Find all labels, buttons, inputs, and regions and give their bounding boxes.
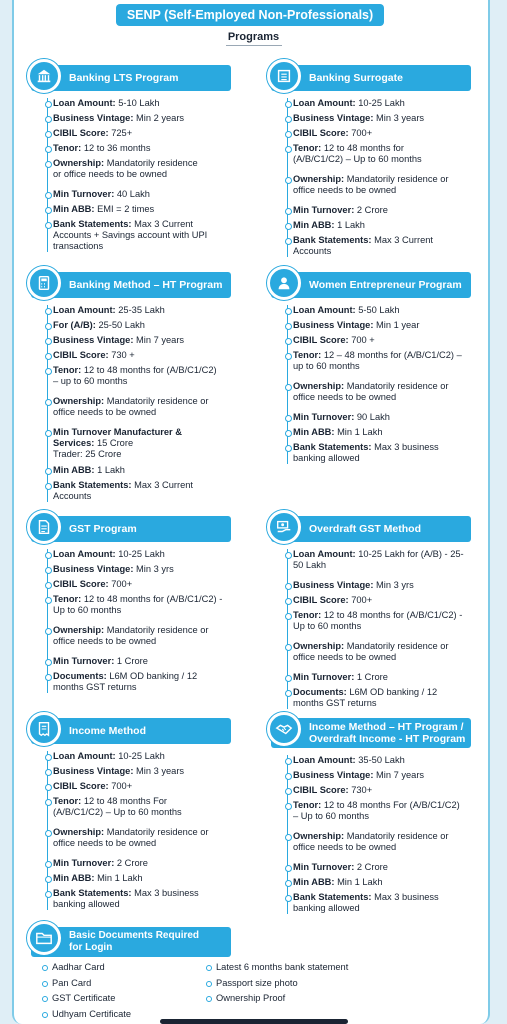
calculator-icon xyxy=(27,266,61,300)
program-detail-item xyxy=(288,672,464,683)
detail-label: Documents: xyxy=(53,671,107,681)
detail-value: Max 3 business banking allowed xyxy=(53,888,199,909)
program-header xyxy=(31,516,231,542)
detail-value: 730+ xyxy=(348,785,373,795)
detail-label: CIBIL Score: xyxy=(53,128,109,138)
folder-icon xyxy=(27,921,61,955)
detail-value: 1 Lakh xyxy=(334,220,365,230)
detail-label: Business Vintage: xyxy=(293,320,374,330)
detail-value: Min 7 years xyxy=(133,335,185,345)
program-detail-item xyxy=(48,335,218,346)
program-detail-item xyxy=(48,396,218,418)
program-title: Overdraft GST Method xyxy=(309,523,422,535)
detail-label: Min ABB: xyxy=(293,427,335,437)
detail-label: Min Turnover: xyxy=(53,656,115,666)
program-detail-item xyxy=(288,143,456,165)
documents-list-left xyxy=(42,960,192,1022)
program-header xyxy=(271,718,471,748)
detail-label: Ownership: xyxy=(53,158,105,168)
detail-value: 12 to 48 months for (A/B/C1/C2) - Up to 60 months xyxy=(293,610,463,631)
detail-value: Min 3 years xyxy=(133,766,185,776)
program-detail-item xyxy=(48,796,218,818)
detail-label: Bank Statements: xyxy=(293,442,372,452)
detail-label: Business Vintage: xyxy=(53,113,134,123)
program-detail-item xyxy=(48,781,218,792)
woman-icon xyxy=(267,266,301,300)
program-detail-item xyxy=(48,305,218,316)
detail-value: 12 to 48 months for (A/B/C1/C2) – up to 60 months xyxy=(53,365,217,386)
document-item: Pan Card xyxy=(42,976,192,992)
detail-value: 2 Crore xyxy=(354,862,388,872)
program-detail-item xyxy=(48,189,208,200)
detail-value: 25-50 Lakh xyxy=(95,320,145,330)
program-details xyxy=(287,755,463,914)
program-detail-item xyxy=(48,128,208,139)
detail-value: 12 to 48 months for (A/B/C1/C2) – Up to 60 months xyxy=(293,143,422,164)
detail-label: Ownership: xyxy=(53,396,105,406)
detail-value: 700+ xyxy=(348,595,373,605)
program-detail-item xyxy=(288,113,456,124)
detail-label: Min ABB: xyxy=(293,220,335,230)
detail-value: 5-10 Lakh xyxy=(115,98,160,108)
program-detail-item xyxy=(48,564,230,575)
program-detail-item xyxy=(288,305,464,316)
detail-label: Business Vintage: xyxy=(293,113,374,123)
document-item: Passport size photo xyxy=(206,976,396,992)
detail-value: 1 Lakh xyxy=(94,465,125,475)
detail-label: Tenor: xyxy=(53,365,82,375)
detail-value: 40 Lakh xyxy=(114,189,150,199)
detail-label: Loan Amount: xyxy=(53,549,116,559)
detail-value: Mandatorily residence or office needs to be owned xyxy=(53,625,209,646)
detail-label: Loan Amount: xyxy=(293,755,356,765)
program-detail-item xyxy=(48,625,230,647)
detail-value: Min 1 Lakh xyxy=(334,877,383,887)
program-header xyxy=(31,272,231,298)
detail-value: 2 Crore xyxy=(114,858,148,868)
detail-value: Mandatorily residence or office needs to be owned xyxy=(53,396,209,417)
documents-header xyxy=(31,927,231,957)
detail-value: 10-25 Lakh xyxy=(355,98,405,108)
detail-value: 15 Crore xyxy=(94,438,134,448)
detail-label: Tenor: xyxy=(293,800,322,810)
program-title: Banking Method – HT Program xyxy=(69,279,223,291)
program-detail-item xyxy=(48,766,218,777)
detail-value: Min 3 years xyxy=(373,113,425,123)
detail-value: 90 Lakh xyxy=(354,412,390,422)
program-detail-item xyxy=(288,610,464,632)
program-detail-item xyxy=(48,656,230,667)
program-detail-item xyxy=(48,158,208,180)
documents-list-right xyxy=(206,960,396,1007)
document-item: Udhyam Certificate xyxy=(42,1007,192,1023)
detail-value: Min 3 yrs xyxy=(373,580,414,590)
money-hand-icon xyxy=(267,510,301,544)
program-detail-item xyxy=(288,580,464,591)
detail-value: 12 – 48 months for (A/B/C1/C2) – up to 60 months xyxy=(293,350,462,371)
detail-label: Bank Statements: xyxy=(53,219,132,229)
detail-value: 12 to 36 months xyxy=(81,143,151,153)
detail-value: Max 3 Current Accounts xyxy=(53,480,194,501)
detail-label: CIBIL Score: xyxy=(293,128,349,138)
detail-label: Bank Statements: xyxy=(293,892,372,902)
detail-label: CIBIL Score: xyxy=(293,335,349,345)
program-detail-item xyxy=(48,873,218,884)
detail-value: Max 3 Current Accounts xyxy=(293,235,434,256)
detail-label: Min ABB: xyxy=(53,204,95,214)
detail-value: 25-35 Lakh xyxy=(115,305,165,315)
detail-label: Bank Statements: xyxy=(53,888,132,898)
detail-label: CIBIL Score: xyxy=(53,781,109,791)
detail-label: Min ABB: xyxy=(53,873,95,883)
detail-value: 1 Crore xyxy=(354,672,388,682)
program-detail-item xyxy=(48,320,218,331)
program-details xyxy=(47,305,217,502)
program-detail-item xyxy=(48,219,208,252)
program-detail-item xyxy=(48,480,218,502)
program-details xyxy=(287,305,463,464)
program-detail-item xyxy=(288,641,464,663)
detail-value: 700+ xyxy=(108,579,133,589)
detail-value: 35-50 Lakh xyxy=(355,755,405,765)
detail-value: 5-50 Lakh xyxy=(355,305,400,315)
detail-label: Loan Amount: xyxy=(53,305,116,315)
detail-label: For (A/B): xyxy=(53,320,96,330)
program-detail-item xyxy=(288,427,464,438)
program-detail-item xyxy=(288,831,464,853)
bank-building-icon xyxy=(267,59,301,93)
program-title: Banking Surrogate xyxy=(309,72,403,84)
detail-label: Business Vintage: xyxy=(53,766,134,776)
program-header xyxy=(271,516,471,542)
program-detail-item xyxy=(288,235,456,257)
detail-label: Business Vintage: xyxy=(53,335,134,345)
detail-label: Min Turnover Manufacturer & Services: xyxy=(53,427,182,448)
handshake-icon xyxy=(267,712,301,746)
detail-label: Min Turnover: xyxy=(293,205,355,215)
detail-label: Ownership: xyxy=(293,831,345,841)
document-item: GST Certificate xyxy=(42,991,192,1007)
documents-title: Basic Documents Required for Login xyxy=(69,930,200,953)
program-detail-item xyxy=(48,204,208,215)
program-detail-item xyxy=(288,892,464,914)
program-details xyxy=(47,98,207,252)
detail-value: 10-25 Lakh xyxy=(115,751,165,761)
program-detail-item xyxy=(48,365,218,387)
detail-label: Ownership: xyxy=(293,381,345,391)
detail-value: Min 2 years xyxy=(133,113,185,123)
detail-value: Min 1 Lakh xyxy=(334,427,383,437)
program-detail-item xyxy=(48,671,230,693)
program-details xyxy=(47,751,217,910)
detail-value: 10-25 Lakh for (A/B) - 25-50 Lakh xyxy=(293,549,464,570)
detail-label: Ownership: xyxy=(53,625,105,635)
detail-value: L6M OD banking / 12 months GST returns xyxy=(293,687,438,708)
detail-label: Ownership: xyxy=(53,827,105,837)
detail-value: 700 + xyxy=(348,335,375,345)
program-detail-item xyxy=(48,579,230,590)
detail-label: Bank Statements: xyxy=(293,235,372,245)
detail-value: 700+ xyxy=(348,128,373,138)
detail-label: Min Turnover: xyxy=(53,858,115,868)
document-item: Latest 6 months bank statement xyxy=(206,960,396,976)
program-detail-item xyxy=(288,549,464,571)
detail-value: Mandatorily residence or office needs to be owned xyxy=(53,158,198,179)
program-detail-item xyxy=(288,381,464,403)
detail-label: Bank Statements: xyxy=(53,480,132,490)
program-detail-item xyxy=(48,98,208,109)
detail-value: Mandatorily residence or office needs to be owned xyxy=(293,381,449,402)
detail-value: 10-25 Lakh xyxy=(115,549,165,559)
program-detail-item xyxy=(288,785,464,796)
program-detail-item xyxy=(288,770,464,781)
detail-label: Min Turnover: xyxy=(293,672,355,682)
detail-value: Max 3 Current Accounts + Savings account with UPI transactions xyxy=(53,219,208,251)
program-detail-item xyxy=(48,751,218,762)
detail-label: Loan Amount: xyxy=(293,98,356,108)
detail-value: 730 + xyxy=(108,350,135,360)
detail-label: Min Turnover: xyxy=(293,862,355,872)
detail-label: Loan Amount: xyxy=(53,98,116,108)
detail-label: CIBIL Score: xyxy=(53,579,109,589)
program-detail-item xyxy=(48,888,218,910)
detail-label: Business Vintage: xyxy=(293,770,374,780)
detail-label: Ownership: xyxy=(293,641,345,651)
detail-label: Tenor: xyxy=(293,350,322,360)
document-item: Ownership Proof xyxy=(206,991,396,1007)
bank-icon xyxy=(27,59,61,93)
detail-label: Business Vintage: xyxy=(293,580,374,590)
document-item: Aadhar Card xyxy=(42,960,192,976)
detail-value: 700+ xyxy=(108,781,133,791)
detail-value: Min 7 years xyxy=(373,770,425,780)
page-subtitle: Programs xyxy=(227,31,280,43)
program-details xyxy=(287,549,463,709)
program-header xyxy=(271,272,471,298)
detail-value: 12 to 48 months for (A/B/C1/C2) - Up to 60 months xyxy=(53,594,223,615)
detail-value: 725+ xyxy=(108,128,133,138)
detail-label: Min Turnover: xyxy=(293,412,355,422)
detail-label: Tenor: xyxy=(293,143,322,153)
detail-label: Documents: xyxy=(293,687,347,697)
program-detail-item xyxy=(288,220,456,231)
program-detail-item xyxy=(288,595,464,606)
receipt-icon xyxy=(27,712,61,746)
program-detail-item xyxy=(288,350,464,372)
detail-value: Mandatorily residence or office needs to be owned xyxy=(53,827,209,848)
detail-value: 12 to 48 months For (A/B/C1/C2) – Up to 60 months xyxy=(293,800,460,821)
program-title: Income Method – HT Program / Overdraft Income - HT Program xyxy=(309,721,466,745)
program-detail-item xyxy=(48,465,218,476)
detail-label: CIBIL Score: xyxy=(293,595,349,605)
detail-value: Min 1 year xyxy=(373,320,420,330)
program-detail-item xyxy=(48,594,230,616)
detail-label: Min Turnover: xyxy=(53,189,115,199)
program-detail-item xyxy=(288,335,464,346)
detail-value: Mandatorily residence or office needs to be owned xyxy=(293,831,449,852)
program-header xyxy=(31,718,231,744)
detail-label: Min ABB: xyxy=(53,465,95,475)
detail-label: Business Vintage: xyxy=(53,564,134,574)
program-detail-item xyxy=(288,205,456,216)
detail-label: Tenor: xyxy=(53,143,82,153)
program-detail-item xyxy=(288,98,456,109)
program-header xyxy=(271,65,471,91)
home-indicator xyxy=(160,1019,348,1024)
program-detail-item xyxy=(288,800,464,822)
detail-label: CIBIL Score: xyxy=(53,350,109,360)
detail-label: Ownership: xyxy=(293,174,345,184)
program-title: GST Program xyxy=(69,523,137,535)
program-detail-item xyxy=(288,128,456,139)
detail-value: Max 3 business banking allowed xyxy=(293,892,439,913)
detail-value: 2 Crore xyxy=(354,205,388,215)
detail-label: Tenor: xyxy=(53,594,82,604)
detail-label: Loan Amount: xyxy=(53,751,116,761)
detail-value: 1 Crore xyxy=(114,656,148,666)
program-title: Income Method xyxy=(69,725,147,737)
program-detail-item xyxy=(48,143,208,154)
detail-value: Mandatorily residence or office needs to be owned xyxy=(293,641,449,662)
program-detail-item xyxy=(288,877,464,888)
program-detail-item xyxy=(288,174,456,196)
document-icon xyxy=(27,510,61,544)
program-detail-item xyxy=(48,350,218,361)
detail-value: L6M OD banking / 12 months GST returns xyxy=(53,671,198,692)
detail-value: EMI = 2 times xyxy=(94,204,155,214)
program-detail-item xyxy=(48,427,218,460)
program-detail-item xyxy=(288,442,464,464)
detail-value: Mandatorily residence or office needs to be owned xyxy=(293,174,449,195)
detail-label: Tenor: xyxy=(293,610,322,620)
detail-extra: Trader: 25 Crore xyxy=(53,449,122,459)
program-detail-item xyxy=(288,687,464,709)
page-banner: SENP (Self-Employed Non-Professionals) xyxy=(116,4,384,26)
program-header xyxy=(31,65,231,91)
detail-label: CIBIL Score: xyxy=(293,785,349,795)
detail-label: Loan Amount: xyxy=(293,305,356,315)
detail-value: 12 to 48 months For (A/B/C1/C2) – Up to 60 months xyxy=(53,796,182,817)
program-title: Banking LTS Program xyxy=(69,72,179,84)
program-detail-item xyxy=(288,862,464,873)
detail-value: Min 1 Lakh xyxy=(94,873,143,883)
program-title: Women Entrepreneur Program xyxy=(309,279,462,291)
subtitle-underline xyxy=(226,45,282,46)
program-detail-item xyxy=(48,113,208,124)
program-detail-item xyxy=(288,755,464,766)
program-detail-item xyxy=(288,320,464,331)
detail-value: Min 3 yrs xyxy=(133,564,174,574)
program-details xyxy=(287,98,455,257)
program-detail-item xyxy=(48,827,218,849)
detail-label: Tenor: xyxy=(53,796,82,806)
detail-label: Loan Amount: xyxy=(293,549,356,559)
detail-value: Max 3 business banking allowed xyxy=(293,442,439,463)
program-detail-item xyxy=(48,858,218,869)
program-detail-item xyxy=(288,412,464,423)
detail-label: Min ABB: xyxy=(293,877,335,887)
program-details xyxy=(47,549,229,693)
program-detail-item xyxy=(48,549,230,560)
